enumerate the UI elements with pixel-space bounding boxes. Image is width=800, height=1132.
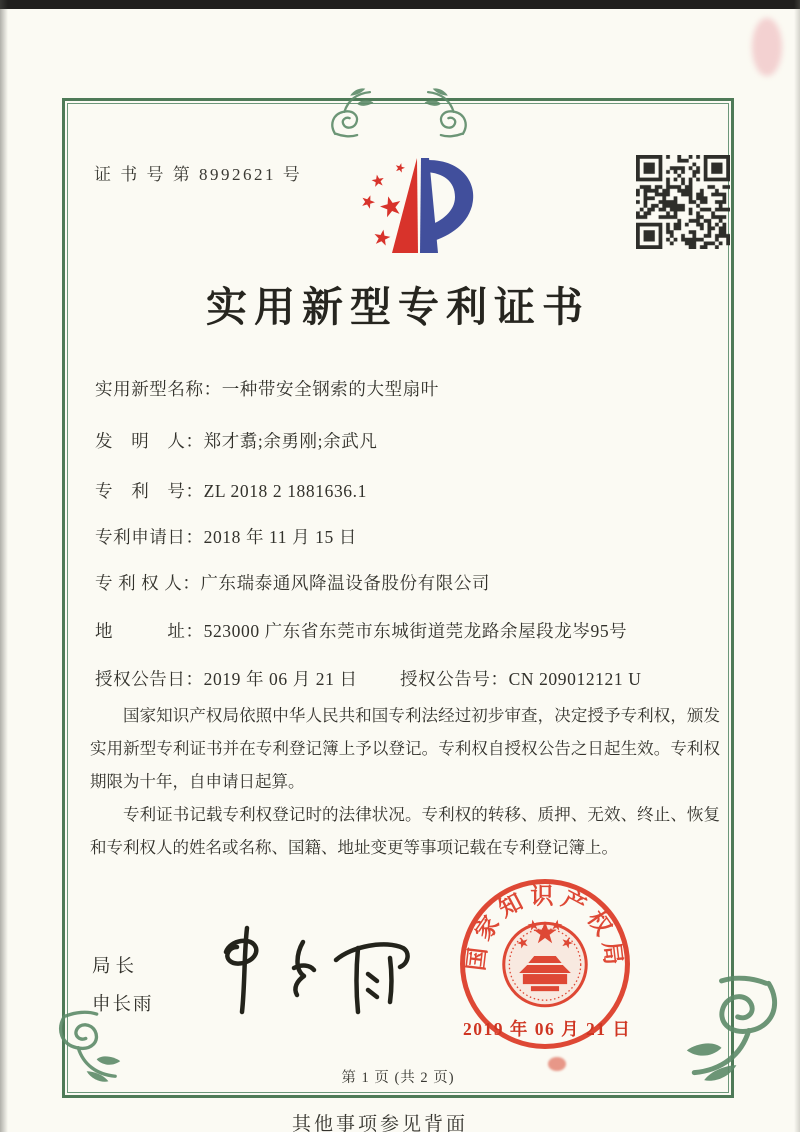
flourish-ornament-top-center-left (326, 84, 386, 142)
field-row-utility-model-name: 实用新型名称：一种带安全钢索的大型扇叶 (95, 379, 439, 399)
field-row-patent-number: 专 利 号：ZL 2018 2 1881636.1 (95, 481, 367, 501)
legal-paragraph-register: 专利证书记载专利权登记时的法律状况。专利权的转移、质押、无效、终止、恢复和专利权人的姓名或名称、国籍、地址变更等事项记载在专利登记簿上。 (90, 805, 720, 857)
legal-paragraph-grant: 国家知识产权局依照中华人民共和国专利法经过初步审查，决定授予专利权，颁发实用新型专利证书并在专利登记簿上予以登记。专利权自授权公告之日起生效。专利权期限为十年，自申请日起算。 (90, 706, 720, 791)
scan-edge-right (794, 0, 800, 1132)
seal-national-emblem (504, 919, 586, 1005)
scan-smudge-pink (752, 18, 782, 76)
director-signature (200, 918, 415, 1018)
certificate-number: 证 书 号 第 8992621 号 (94, 165, 303, 184)
field-row-inventors: 发 明 人：郑才翥;余勇刚;余武凡 (95, 431, 378, 451)
seal-date: 2019 年 06 月 21 日 (463, 1019, 632, 1039)
field-row-patentee: 专 利 权 人：广东瑞泰通风降温设备股份有限公司 (95, 573, 491, 593)
field-row-filing-date: 专利申请日：2018 年 11 月 15 日 (95, 527, 357, 547)
flourish-ornament-top-center-right (412, 84, 472, 142)
seal-agency-text: 国家知识产权局 (463, 883, 627, 973)
field-grant-date: 授权公告日：2019 年 06 月 21 日 (95, 669, 358, 689)
seal-gate-roof (520, 966, 569, 973)
field-grant-number: 授权公告号：CN 209012121 U (400, 669, 642, 689)
scan-edge-left (0, 0, 8, 1132)
qr-code (636, 155, 730, 249)
legal-text-block (90, 699, 720, 864)
signer-title: 局长 (92, 957, 140, 977)
back-note: 其他事项参见背面 (291, 1114, 468, 1132)
cnipa-logo (344, 150, 484, 265)
field-row-grant (95, 666, 642, 691)
page-number: 第 1 页 (共 2 页) (341, 1070, 455, 1086)
certificate-title: 实用新型专利证书 (206, 284, 590, 330)
signer-name: 申长雨 (92, 995, 154, 1015)
scan-edge-top (0, 0, 800, 9)
field-row-address: 地 址：523000 广东省东莞市东城街道莞龙路余屋段龙岑95号 (95, 621, 628, 641)
